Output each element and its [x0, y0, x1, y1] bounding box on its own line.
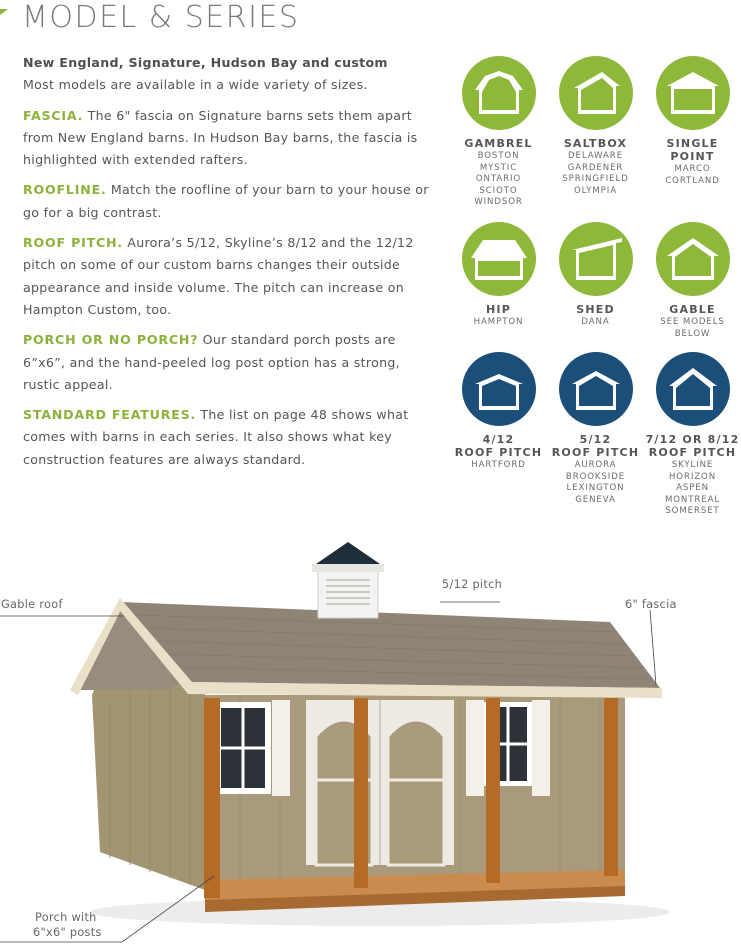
intro-paragraph	[23, 52, 431, 97]
gable-roof-icon	[656, 222, 730, 296]
model-name: GARDENER	[567, 162, 624, 173]
roof-style-name: 5/12 ROOF PITCH	[551, 433, 640, 459]
model-name: MONTREAL	[664, 494, 721, 505]
model-name: SEE MODELS	[660, 317, 725, 327]
roof-style-name: HIP	[486, 303, 511, 316]
roof-style-single-point	[644, 56, 741, 187]
roof-style-models	[547, 151, 644, 197]
model-name: HORIZON	[668, 471, 717, 482]
model-name: ASPEN	[676, 483, 709, 494]
roof-style-name: SINGLE POINT	[666, 137, 719, 163]
roof-style-saltbox	[547, 56, 644, 197]
model-name: GENEVA	[575, 494, 616, 505]
roof-style-name: SALTBOX	[563, 137, 628, 150]
model-name: HARTFORD	[471, 460, 526, 470]
section-roof-pitch	[23, 232, 431, 321]
section-roofline	[23, 179, 431, 224]
medium-pitch-roof-icon	[559, 352, 633, 426]
roof-style-medium-pitch	[547, 352, 644, 506]
model-name: OLYMPIA	[574, 185, 617, 196]
roof-style-models	[450, 151, 547, 209]
roof-style-gambrel	[450, 56, 547, 209]
text-column	[23, 52, 431, 479]
model-name: SCIOTO	[479, 185, 518, 196]
model-name: CORTLAND	[665, 175, 720, 186]
roof-style-shed	[547, 222, 644, 329]
section-standard-features	[23, 404, 431, 471]
model-name: SPRINGFIELD	[562, 174, 629, 185]
callout-porch-line2: 6"x6" posts	[33, 926, 102, 939]
section-text: The 6" fascia on Signature barns sets them apart from New England barns. In Hudson Bay barns, the fascia is highlighted with extended rafters.	[23, 107, 418, 168]
model-name: DELAWARE	[568, 151, 623, 161]
corner-accent	[0, 0, 8, 6]
callout-gable-roof: Gable roof	[1, 598, 63, 611]
model-name: BROOKSIDE	[565, 471, 626, 482]
callout-porch-line1: Porch with	[35, 911, 97, 924]
saltbox-roof-icon	[559, 56, 633, 130]
roof-style-low-pitch	[450, 352, 547, 472]
model-name: SOMERSET	[665, 506, 720, 517]
gambrel-roof-icon	[462, 56, 536, 130]
roof-style-name: SHED	[576, 303, 615, 316]
roof-style-models	[644, 317, 741, 340]
roof-style-gable	[644, 222, 741, 340]
single-point-roof-icon	[656, 56, 730, 130]
callout-pitch: 5/12 pitch	[442, 578, 503, 591]
model-name: HAMPTON	[473, 317, 524, 327]
section-keyword: ROOF PITCH.	[23, 235, 123, 251]
section-keyword: PORCH OR NO PORCH?	[23, 332, 199, 348]
model-name: SKYLINE	[671, 460, 714, 470]
roof-style-name: GAMBREL	[464, 137, 533, 150]
page-title: MODEL & SERIES	[22, 0, 300, 35]
model-name: BELOW	[674, 328, 711, 339]
roof-style-name: GABLE	[669, 303, 716, 316]
roof-style-grid	[450, 56, 740, 536]
model-name: AURORA	[574, 460, 617, 470]
roof-style-models	[547, 317, 644, 329]
model-name: MARCO	[674, 164, 711, 174]
section-keyword: ROOFLINE.	[23, 182, 107, 198]
section-porch	[23, 329, 431, 396]
roof-style-hip	[450, 222, 547, 329]
low-pitch-roof-icon	[462, 352, 536, 426]
callout-fascia: 6" fascia	[625, 598, 677, 611]
hip-roof-icon	[462, 222, 536, 296]
roof-style-steep-pitch	[644, 352, 741, 518]
model-name: WINDSOR	[474, 197, 523, 208]
model-name: ONTARIO	[475, 174, 522, 185]
roof-style-models	[547, 460, 644, 506]
roof-style-name: 4/12 ROOF PITCH	[454, 433, 543, 459]
section-text: The list on page 48 shows what comes with barns in each series. It also shows what key construction features are always standard.	[23, 407, 409, 467]
intro-body: Most models are available in a wide variety of sizes.	[23, 77, 368, 93]
roof-style-models	[450, 460, 547, 472]
shed-roof-icon	[559, 222, 633, 296]
intro-lead: New England, Signature, Hudson Bay and custom	[23, 55, 388, 70]
model-name: DANA	[581, 317, 610, 327]
model-name: LEXINGTON	[566, 483, 625, 494]
roof-style-models	[450, 317, 547, 329]
section-text: Match the roofline of your barn to your house or go for a big contrast.	[23, 182, 429, 220]
section-text: Our standard porch posts are 6”x6”, and the hand-peeled log post option has a strong, rustic appeal.	[23, 332, 400, 392]
section-text: Aurora’s 5/12, Skyline’s 8/12 and the 12/12 pitch on some of our custom barns changes their outside appearance and inside volume. The pitch can increase on Hampton Custom, too.	[23, 235, 414, 317]
section-keyword: FASCIA.	[23, 107, 84, 123]
section-keyword: STANDARD FEATURES.	[23, 407, 197, 423]
section-fascia	[23, 105, 431, 172]
barn-with-porch-illustration	[0, 540, 728, 944]
roof-style-name: 7/12 OR 8/12 ROOF PITCH	[645, 433, 740, 459]
model-name: MYSTIC	[479, 162, 518, 173]
roof-style-models	[644, 460, 741, 518]
model-name: BOSTON	[477, 151, 520, 161]
steep-pitch-roof-icon	[656, 352, 730, 426]
roof-style-models	[644, 164, 741, 187]
